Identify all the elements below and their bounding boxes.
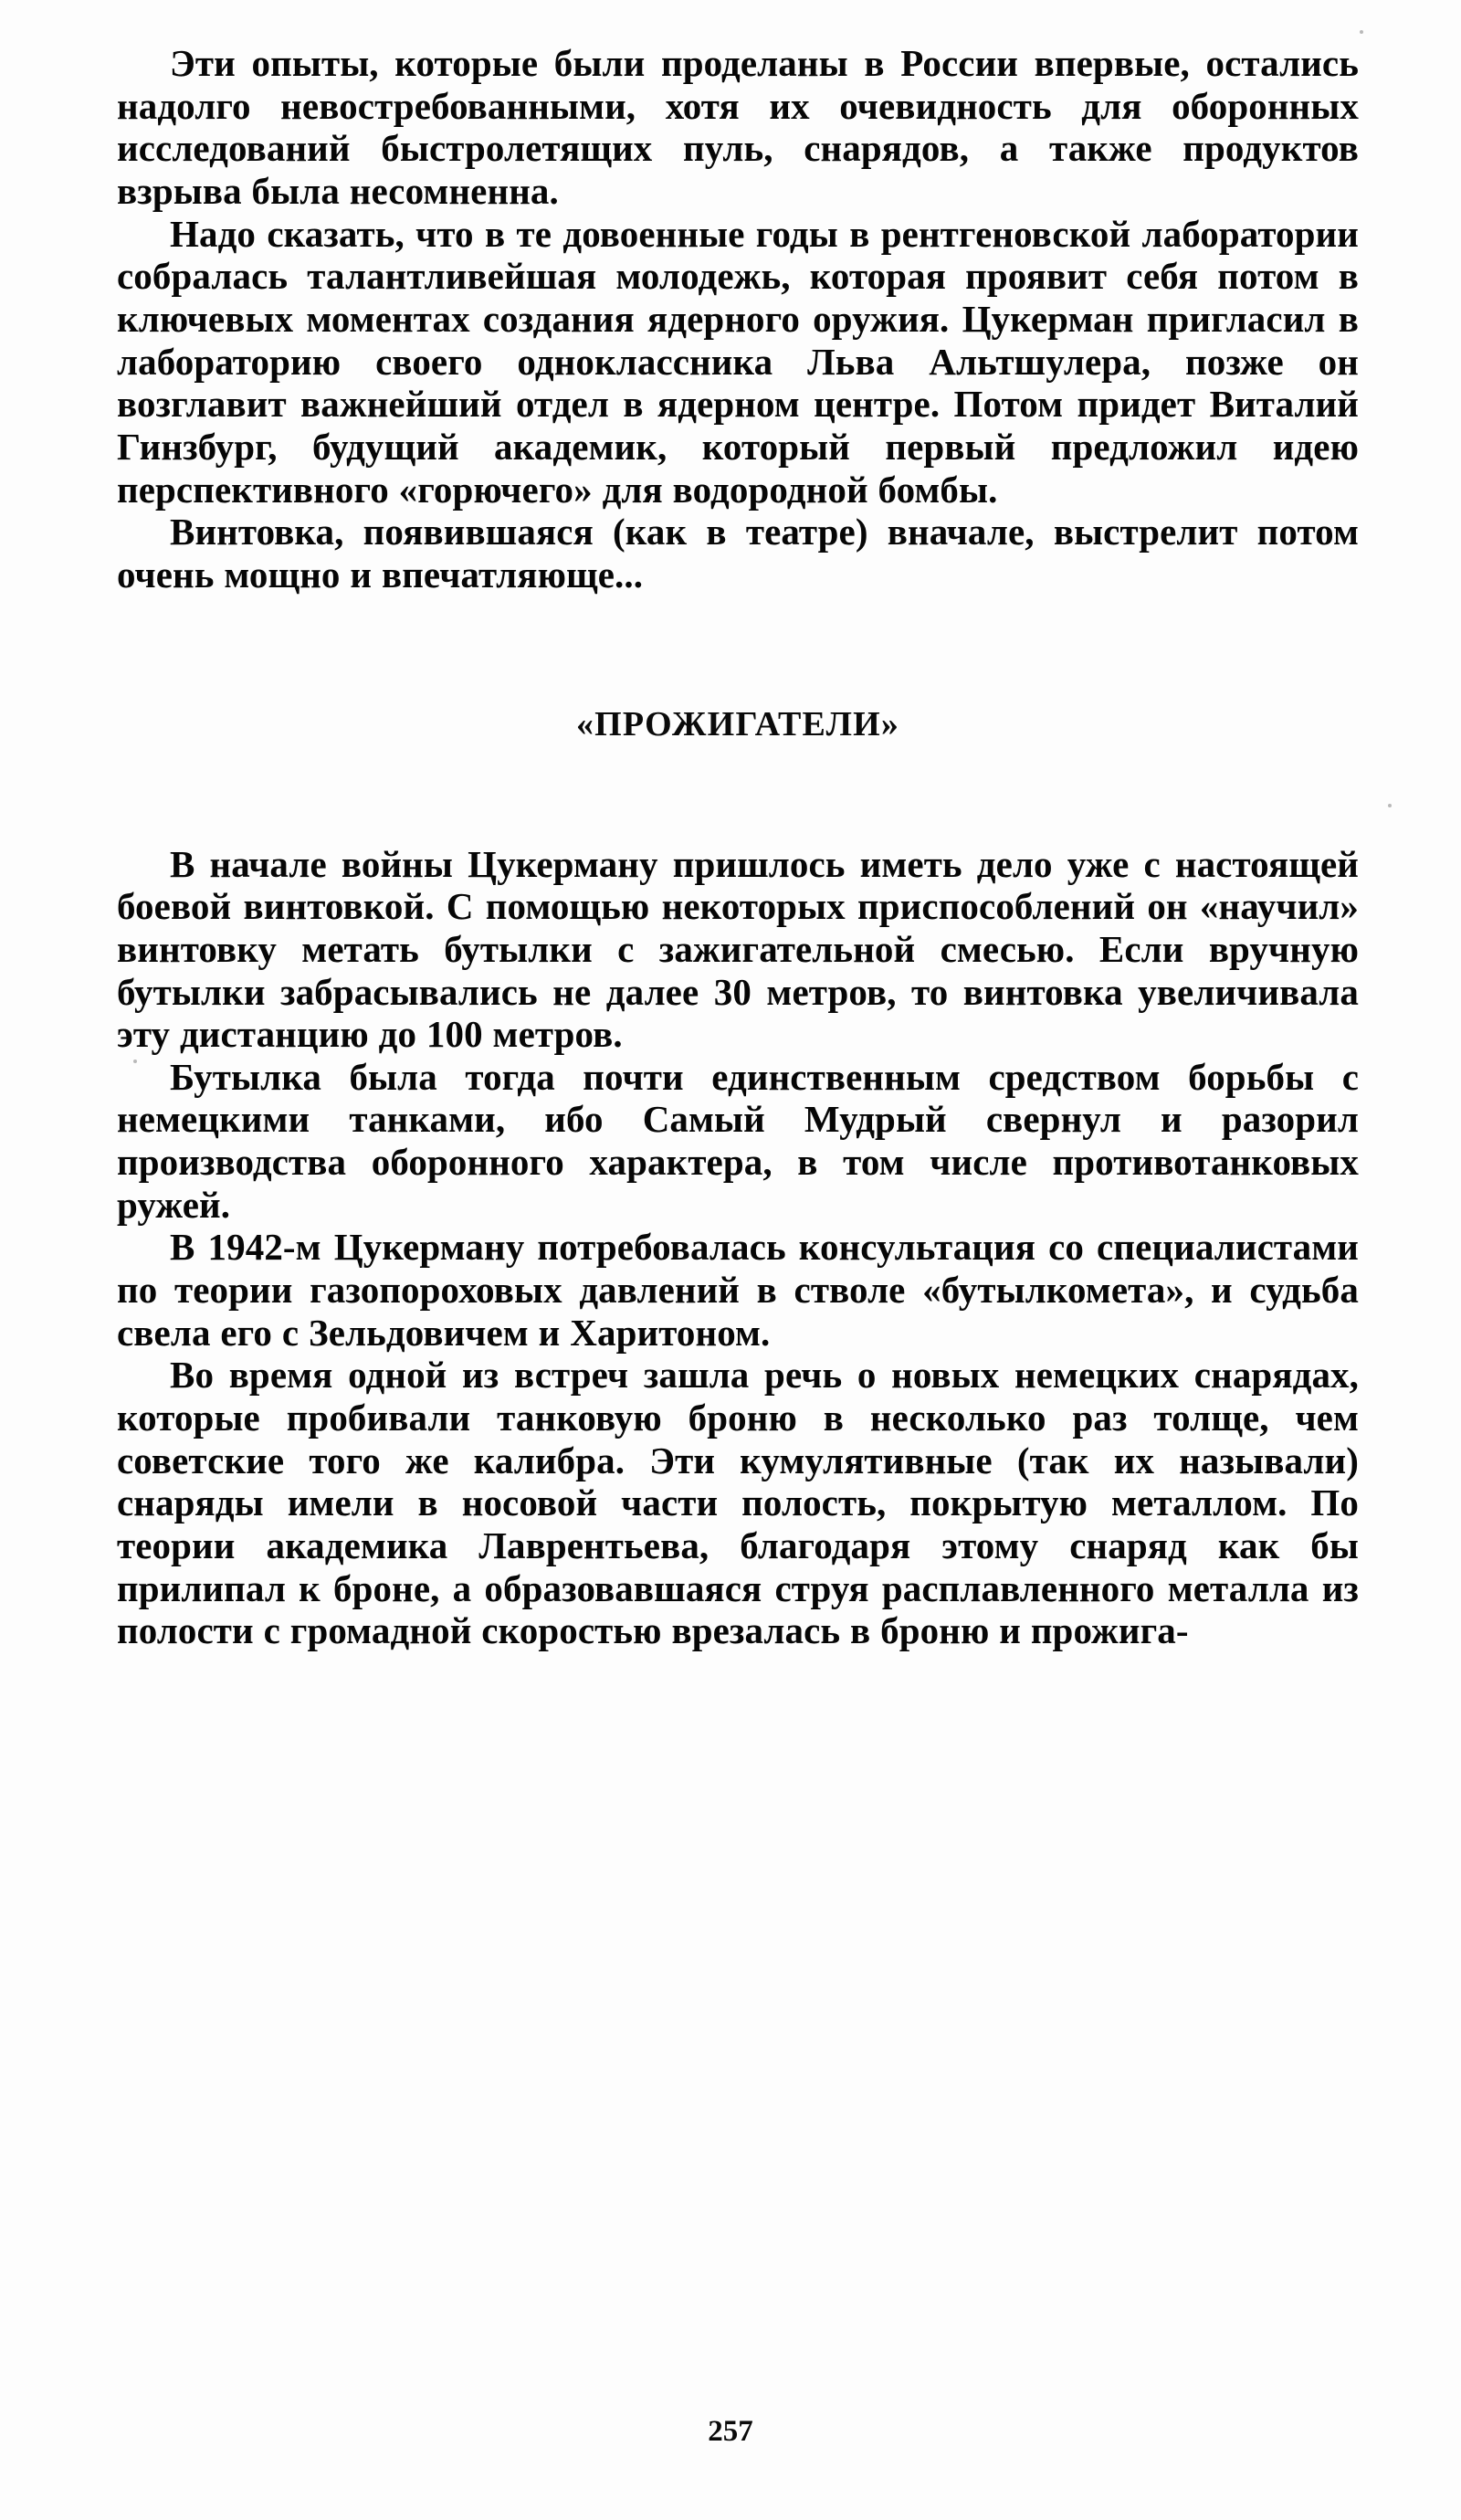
spacer (117, 744, 1359, 843)
section-heading: «ПРОЖИГАТЕЛИ» (575, 704, 900, 743)
scan-speck (1360, 30, 1363, 34)
paragraph: Эти опыты, которые были проделаны в России впервые, остались надолго невостребованными, хотя их очевидность для оборонных исследований быстролетящих пуль, снарядов, а также продуктов взрыва была несомненна. (117, 42, 1359, 212)
paragraph: Надо сказать, что в те довоенные годы в рентгеновской лаборатории собралась талантливейшая молодежь, которая проявит себя потом в ключевых моментах создания ядерного оружия. Цукерман пригласил в лабораторию своего одноклассника Льва Альтшулера, позже он возглавит важнейший отдел в ядерном центре. Потом придет Виталий Гинзбург, будущий академик, который первый предложил идею перспективного «горючего» для водородной бомбы. (117, 212, 1359, 511)
text-block-upper (117, 42, 1359, 596)
paragraph: В 1942-м Цукерману потребовалась консультация со специалистами по теории газопороховых давлений в стволе «бутылкомета», и судьба свела его с Зельдовичем и Харитоном. (117, 1226, 1359, 1354)
scan-speck (1388, 804, 1392, 807)
text-block-lower (117, 843, 1359, 1652)
scan-speck (133, 1060, 137, 1063)
page-number: 257 (708, 2415, 753, 2448)
paragraph: Во время одной из встреч зашла речь о новых немецких снарядах, которые пробивали танковую броню в несколько раз толще, чем советские того же калибра. Эти кумулятивные (так их называли) снаряды имели в носовой части полость, покрытую металлом. По теории академика Лаврентьева, благодаря этому снаряд как бы прилипал к броне, а образовавшаяся струя расплавленного металла из полости с громадной скоростью врезалась в броню и прожига- (117, 1354, 1359, 1652)
paragraph: Бутылка была тогда почти единственным средством борьбы с немецкими танками, ибо Самый Мудрый свернул и разорил производства оборонного характера, в том числе противотанковых ружей. (117, 1055, 1359, 1226)
paragraph: Винтовка, появившаяся (как в театре) вначале, выстрелит потом очень мощно и впечатляюще... (117, 511, 1359, 596)
paragraph: В начале войны Цукерману пришлось иметь дело уже с настоящей боевой винтовкой. С помощью некоторых приспособлений он «научил» винтовку метать бутылки с зажигательной смесью. Если вручную бутылки забрасывались не далее 30 метров, то винтовка увеличивала эту дистанцию до 100 метров. (117, 842, 1359, 1056)
spacer (117, 596, 1359, 704)
